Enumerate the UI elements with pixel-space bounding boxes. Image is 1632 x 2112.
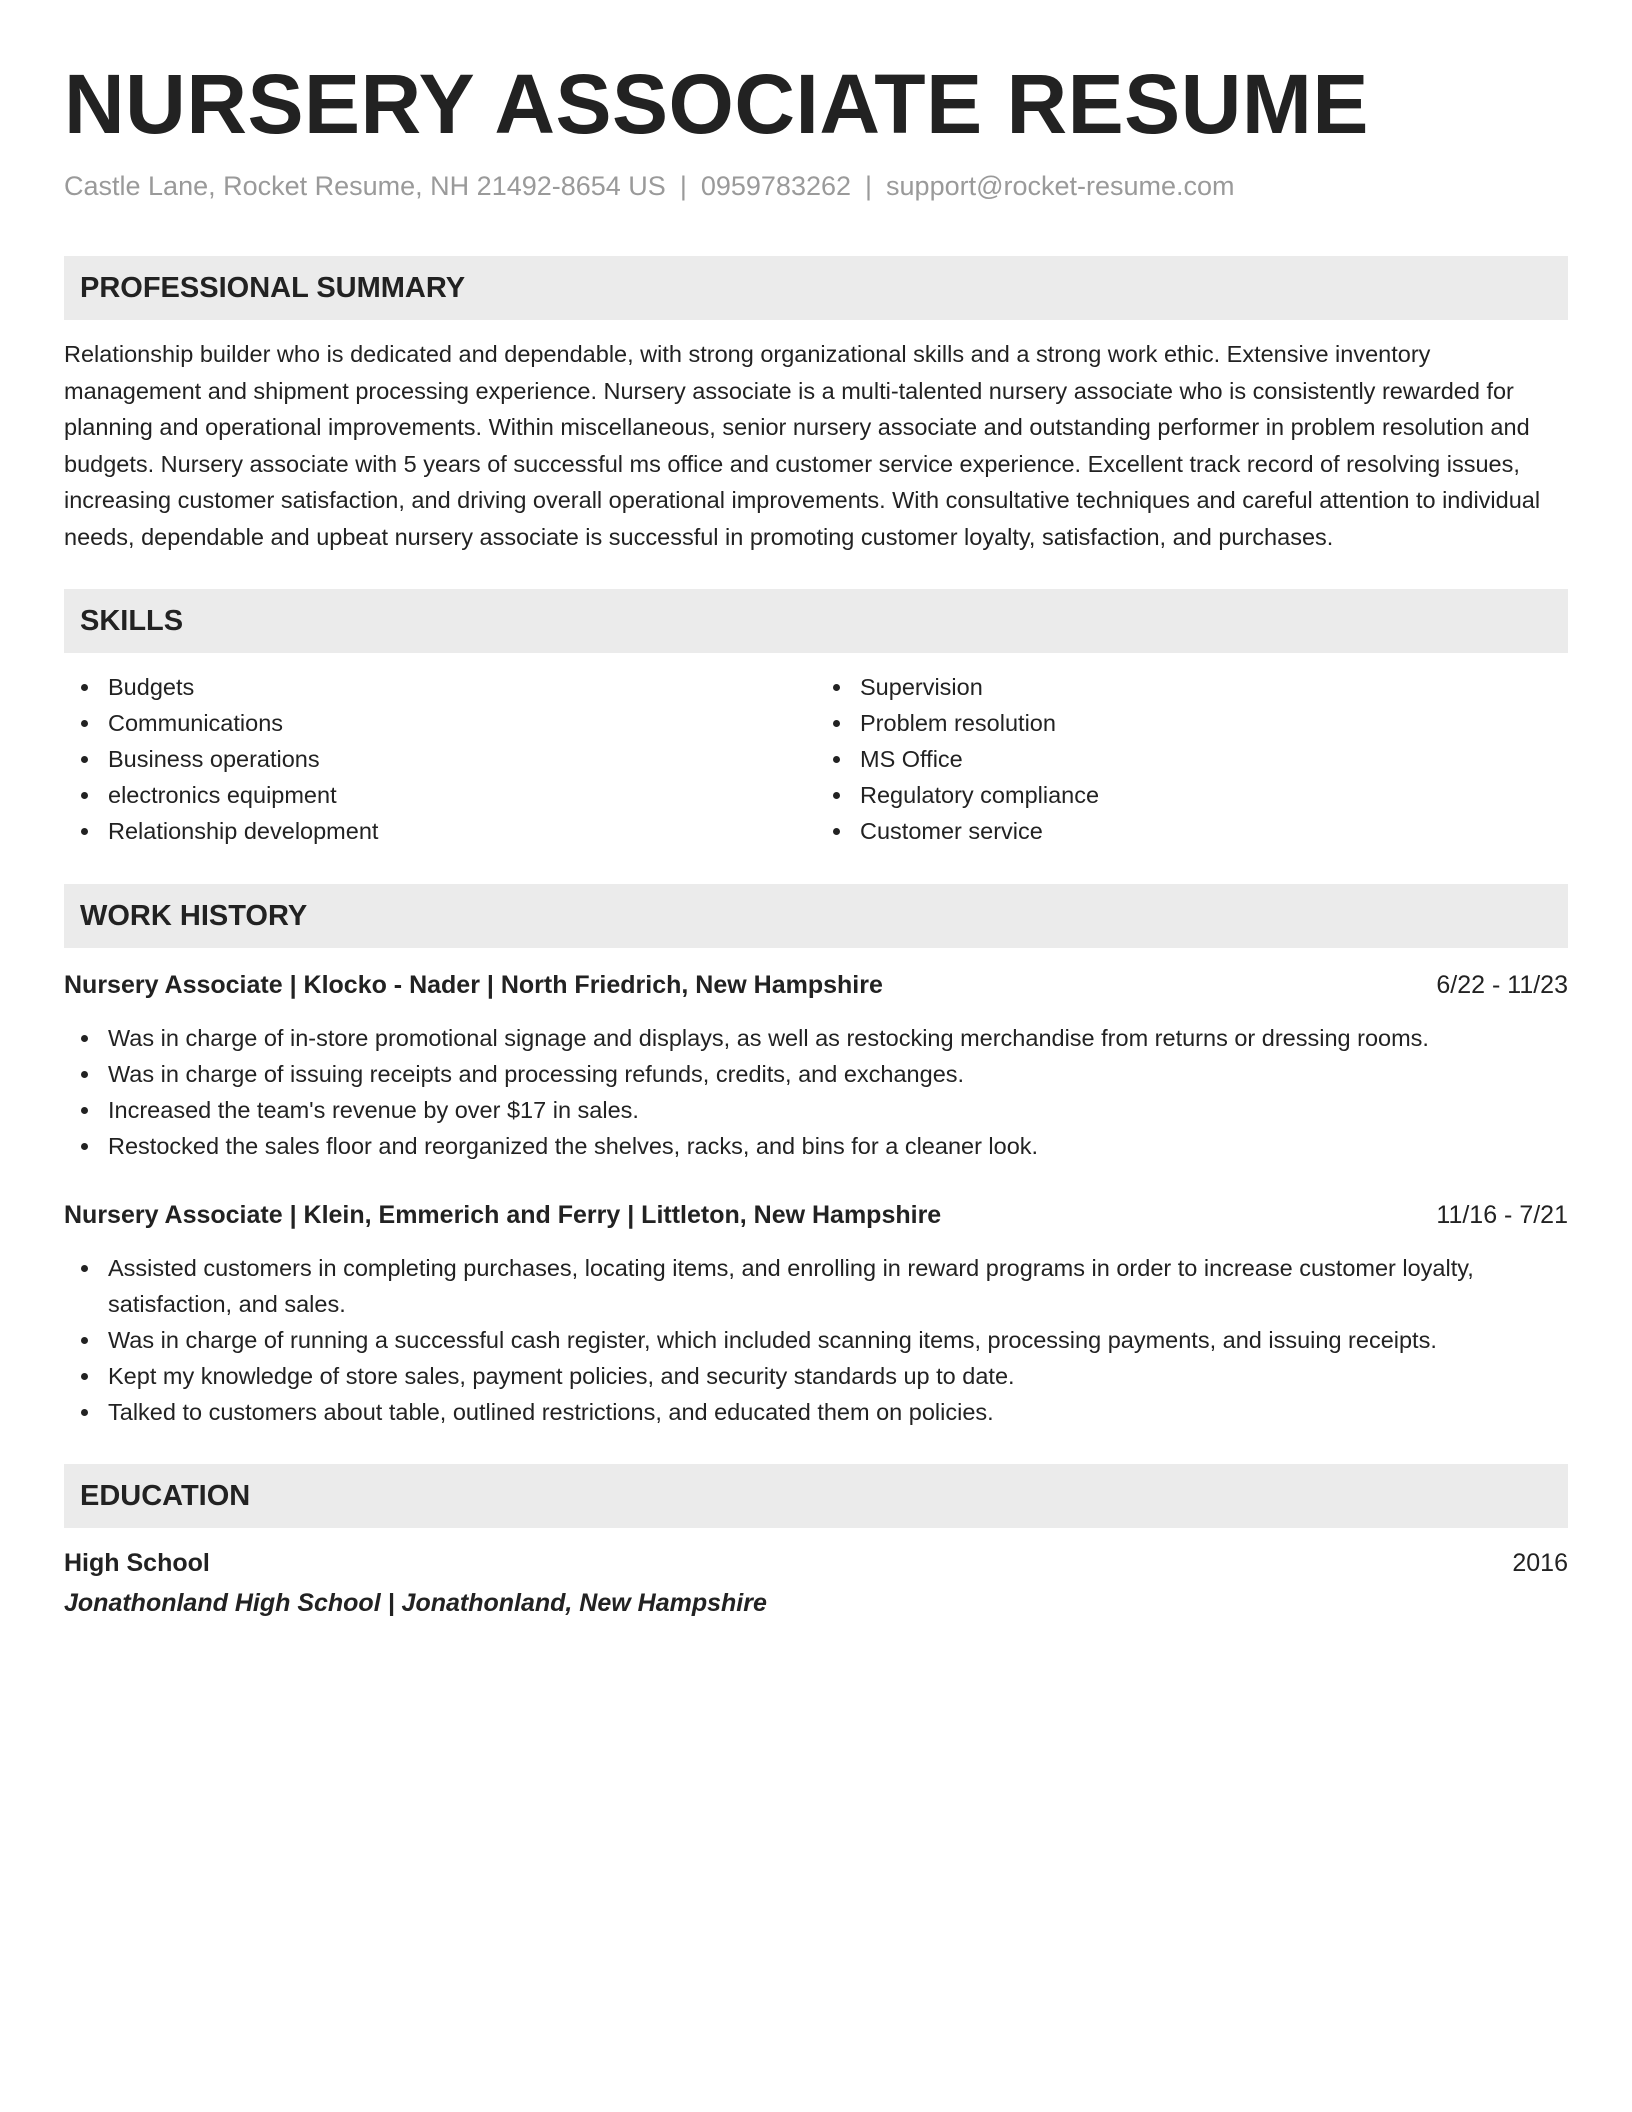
section-heading-work-history: WORK HISTORY bbox=[64, 884, 1568, 948]
section-heading-skills: SKILLS bbox=[64, 589, 1568, 653]
job-header bbox=[64, 968, 1568, 1002]
education-entry bbox=[64, 1546, 1568, 1620]
job-header bbox=[64, 1198, 1568, 1232]
education-year: 2016 bbox=[1512, 1549, 1568, 1577]
summary-text: Relationship builder who is dedicated and dependable, with strong organizational skills and a strong work ethic. Extensive inventory management and shipment processing experience. Nursery associate is a multi-talented nursery associate who is consistently rewarded for planning and operational improvements. Within miscellaneous, senior nursery associate and outstanding performer in problem resolution and budgets. Nursery associate with 5 years of successful ms office and customer service experience. Excellent track record of resolving issues, increasing customer satisfaction, and driving overall operational improvements. With consultative techniques and careful attention to individual needs, dependable and upbeat nursery associate is successful in promoting customer loyalty, satisfaction, and purchases. bbox=[64, 341, 1541, 550]
contact-separator: | bbox=[865, 171, 873, 201]
education-school: Jonathonland High School | Jonathonland, New Hampshire bbox=[64, 1589, 767, 1617]
skill-item: Customer service bbox=[860, 813, 1568, 849]
contact-address: Castle Lane, Rocket Resume, NH 21492-8654 US bbox=[64, 171, 666, 201]
work-history-section bbox=[64, 884, 1568, 1430]
skill-item: Regulatory compliance bbox=[860, 777, 1568, 813]
section-heading-summary: PROFESSIONAL SUMMARY bbox=[64, 256, 1568, 320]
job-bullet: Was in charge of running a successful cash register, which included scanning items, processing payments, and issuing receipts. bbox=[108, 1322, 1568, 1358]
job-title: Nursery Associate | Klein, Emmerich and Ferry | Littleton, New Hampshire bbox=[64, 1201, 942, 1229]
contact-separator: | bbox=[679, 171, 687, 201]
contact-email: support@rocket-resume.com bbox=[886, 171, 1235, 201]
job-bullet: Was in charge of in-store promotional signage and displays, as well as restocking merchandise from returns or dressing rooms. bbox=[108, 1020, 1568, 1056]
skill-item: Business operations bbox=[108, 741, 816, 777]
resume-title: NURSERY ASSOCIATE RESUME bbox=[64, 57, 1369, 151]
job-bullet: Was in charge of issuing receipts and processing refunds, credits, and exchanges. bbox=[108, 1056, 1568, 1092]
skill-item: Supervision bbox=[860, 669, 1568, 705]
skills-column-left bbox=[64, 669, 816, 849]
job-bullet: Restocked the sales floor and reorganized the shelves, racks, and bins for a cleaner look. bbox=[108, 1128, 1568, 1164]
skill-item: Communications bbox=[108, 705, 816, 741]
job-entry bbox=[64, 968, 1568, 1164]
job-entry bbox=[64, 1198, 1568, 1430]
job-title: Nursery Associate | Klocko - Nader | North Friedrich, New Hampshire bbox=[64, 971, 883, 999]
skills-grid bbox=[64, 669, 1568, 849]
education-section bbox=[64, 1464, 1568, 1620]
skill-item: electronics equipment bbox=[108, 777, 816, 813]
section-heading-education: EDUCATION bbox=[64, 1464, 1568, 1528]
education-header bbox=[64, 1546, 1568, 1580]
job-dates: 11/16 - 7/21 bbox=[1436, 1201, 1568, 1229]
job-dates: 6/22 - 11/23 bbox=[1436, 971, 1568, 999]
skills-section bbox=[64, 589, 1568, 849]
job-bullets bbox=[64, 1020, 1568, 1164]
contact-phone: 0959783262 bbox=[700, 171, 852, 201]
skill-item: Problem resolution bbox=[860, 705, 1568, 741]
skill-item: MS Office bbox=[860, 741, 1568, 777]
contact-line bbox=[64, 168, 1568, 204]
job-bullets bbox=[64, 1250, 1568, 1430]
job-bullet: Increased the team's revenue by over $17 in sales. bbox=[108, 1092, 1568, 1128]
skills-column-right bbox=[816, 669, 1568, 849]
job-bullet: Assisted customers in completing purchases, locating items, and enrolling in reward programs in order to increase customer loyalty, satisfaction, and sales. bbox=[108, 1250, 1568, 1322]
skill-item: Relationship development bbox=[108, 813, 816, 849]
job-bullet: Kept my knowledge of store sales, payment policies, and security standards up to date. bbox=[108, 1358, 1568, 1394]
education-degree: High School bbox=[64, 1549, 210, 1577]
job-bullet: Talked to customers about table, outlined restrictions, and educated them on policies. bbox=[108, 1394, 1568, 1430]
professional-summary-section bbox=[64, 256, 1568, 555]
skill-item: Budgets bbox=[108, 669, 816, 705]
